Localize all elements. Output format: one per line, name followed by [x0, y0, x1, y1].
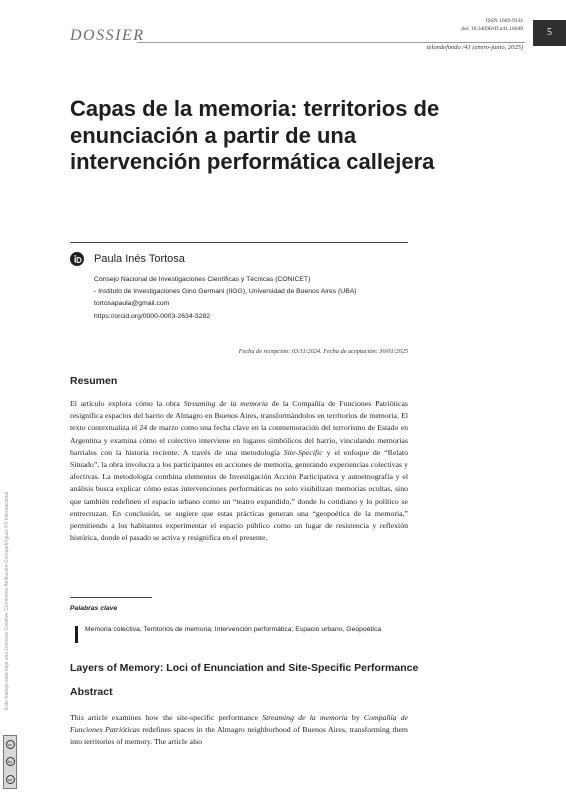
- english-title: Layers of Memory: Loci of Enunciation and Site-Specific Performance: [70, 662, 419, 674]
- section-label: DOSSIER: [70, 27, 145, 44]
- author-name: Paula Inés Tortosa: [94, 253, 185, 265]
- page-number: 5: [533, 20, 566, 46]
- cc-license-badge[interactable]: [3, 735, 17, 789]
- keywords-bar: [75, 626, 78, 643]
- abstract-heading: Abstract: [70, 686, 113, 698]
- author-rule: [70, 242, 408, 243]
- header-rule: [137, 42, 525, 43]
- by-icon: by: [6, 757, 15, 766]
- resumen-heading: Resumen: [70, 375, 118, 387]
- author-email[interactable]: tortosapaula@gmail.com: [94, 300, 170, 308]
- license-text[interactable]: Este trabajo está bajo una Licencia Creative Commons Atribución-CompartirIgual 4.0 Internacional: [4, 491, 10, 710]
- doi: doi: 10.34096/tff.n41.16048: [461, 26, 523, 32]
- keywords-text: Memoria colectiva; Territorios de memoria; Intervención performática; Espacio urbano, Geopoética: [85, 626, 382, 633]
- keywords-rule: [70, 597, 152, 598]
- article-dates: Fecha de recepción: 03/11/2024. Fecha de aceptación: 30/01/2025: [238, 348, 408, 355]
- issn: ISSN 1669-933x: [485, 18, 523, 24]
- abstract-text: This article examines how the site-specific performance Streaming de la memoria by Compañía de Funciones Patrióticas redefines spaces in the Almagro neighborhood of Buenos Aires, transforming them into territories of memory. The article also: [70, 713, 408, 747]
- issue-line: telondefondo /41 (enero-junio, 2025): [426, 44, 523, 51]
- affiliation-institute: - Instituto de Investigaciones Gino Germani (IIGG), Universidad de Buenos Aires (UBA): [94, 288, 357, 296]
- article-title: Capas de la memoria: territorios de enunciación a partir de una intervención performática callejera: [70, 96, 440, 174]
- resumen-text: El artículo explora cómo la obra Streaming de la memoria de la Compañía de Funciones Patrióticas resignifica espacios del barrio de Almagro en Buenos Aires, transformándolos en territorios de memoria. El texto contextualiza el 24 de marzo como una fecha clave en la conmemoración del terrorismo de Estado en Argentina y examina cómo el colectivo interviene en lugares simbólicos del barrio, vinculando memorias barriales con la historia reciente. A través de una metodología Site-Specific y el enfoque de “Relato Situado”, la obra involucra a los participantes en acciones de memoria, generando experiencias colectivas y afectivas. La metodología combina elementos de Investigación Acción Participativa y autoetnografía y el análisis busca explicar cómo estas intervenciones performáticas no solo visibilizan memorias ocultas, sino que también redefinen el espacio urbano como un “teatro expandido,” donde lo cotidiano y lo político se entrecruzan. En conclusión, se sugiere que estas prácticas generan una “geopoética de la memoria,” permitiendo a los habitantes experimentar el espacio público como un lugar de resistencia y reflexión histórica, donde el pasado se activa y resignifica en el presente.: [70, 399, 408, 543]
- author-orcid-link[interactable]: https://orcid.org/0000-0003-2634-3282: [94, 312, 211, 320]
- cc-icon: cc: [6, 740, 15, 749]
- sa-icon: sa: [6, 775, 15, 784]
- affiliation-institution: Consejo Nacional de Investigaciones Científicas y Técnicas (CONICET): [94, 276, 311, 283]
- orcid-icon[interactable]: [70, 252, 84, 266]
- keywords-heading: Palabras clave: [70, 605, 118, 612]
- issn-block: [461, 17, 523, 33]
- affiliation: [94, 274, 424, 323]
